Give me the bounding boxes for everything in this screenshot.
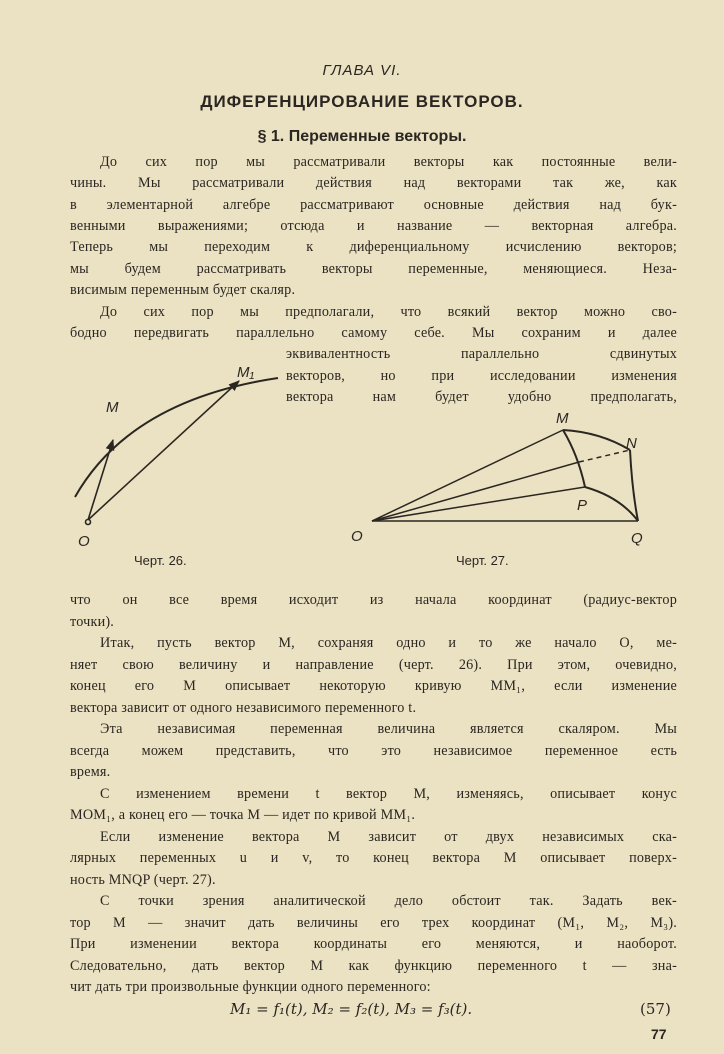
text-line: ность MNQP (черт. 27). bbox=[70, 871, 216, 888]
fig26-label-M: M bbox=[106, 399, 119, 416]
text-line: висимым переменным будет скаляр. bbox=[70, 282, 296, 298]
edge-OP bbox=[372, 487, 588, 521]
fig27-label-Q: Q bbox=[631, 530, 643, 547]
arc-MP bbox=[563, 430, 585, 487]
text-line: Эта независимая переменная величина является скаляром. Мы bbox=[100, 721, 677, 737]
text-line: в элементарной алгебре рассматривают основные действия над бук- bbox=[70, 197, 677, 213]
text-line: лярных переменных u и v, то конец вектора M описывает поверх- bbox=[70, 850, 677, 866]
figure-27 bbox=[372, 430, 638, 521]
text-line: До сих пор мы рассматривали векторы как постоянные вели- bbox=[100, 154, 677, 170]
arc-MN bbox=[563, 430, 630, 450]
figure-26-caption: Черт. 26. bbox=[134, 553, 187, 568]
fig27-label-O: O bbox=[351, 528, 363, 545]
hidden-edge bbox=[579, 450, 630, 462]
chapter-heading: ГЛАВА VI. bbox=[322, 62, 402, 79]
equation-number: (57) bbox=[640, 1000, 671, 1018]
edge-O-mid bbox=[372, 462, 579, 521]
fig26-label-M1: M₁ bbox=[237, 364, 255, 381]
text-line: Теперь мы переходим к диференциальному исчислению векторов; bbox=[70, 239, 677, 255]
text-line: При изменении вектора координаты его меняются, и наоборот. bbox=[70, 936, 677, 952]
text-line: Итак, пусть вектор M, сохраняя одно и то же начало O, ме- bbox=[100, 635, 677, 651]
text-line: конец его M описывает некоторую кривую MM₁, если изменение bbox=[70, 678, 677, 694]
text-line: тор M — значит дать величины его трех координат (M₁, M₂, M₃). bbox=[70, 914, 677, 931]
fig27-label-P: P bbox=[577, 497, 588, 514]
fig27-label-M: M bbox=[556, 410, 569, 427]
text-line: Следовательно, дать вектор M как функцию переменного t — зна- bbox=[70, 957, 677, 974]
arc-PQ bbox=[585, 487, 638, 521]
text-line: время. bbox=[70, 764, 111, 780]
page-number: 77 bbox=[651, 1026, 667, 1042]
text-line: точки). bbox=[70, 613, 115, 630]
fig27-label-N: N bbox=[626, 435, 637, 452]
section-title: § 1. Переменные векторы. bbox=[257, 128, 467, 145]
text-line: С изменением времени t вектор M, изменяясь, описывает конус bbox=[100, 785, 677, 802]
text-line: всегда можем представить, что это независимое переменное есть bbox=[70, 742, 677, 759]
formula-57: M₁ = f₁(t), M₂ = f₂(t), M₃ = f₃(t). bbox=[230, 1000, 473, 1018]
figure-27-caption: Черт. 27. bbox=[456, 553, 509, 568]
text-line: Если изменение вектора M зависит от двух независимых ска- bbox=[100, 828, 677, 845]
text-line: MOM₁, а конец его — точка M — идет по кривой MM₁. bbox=[70, 807, 416, 823]
fig26-label-O: O bbox=[78, 533, 90, 550]
text-line: чит дать три произвольные функции одного переменного: bbox=[70, 979, 431, 995]
arc-NQ bbox=[630, 450, 638, 521]
origin-point bbox=[86, 520, 91, 525]
text-line: вектора нам будет удобно предполагать, bbox=[286, 389, 677, 405]
text-line: До сих пор мы предполагали, что всякий вектор можно сво- bbox=[100, 304, 677, 320]
text-line: что он все время исходит из начала координат (радиус-вектор bbox=[70, 592, 677, 608]
chapter-title: ДИФЕРЕНЦИРОВАНИЕ ВЕКТОРОВ. bbox=[200, 92, 524, 111]
text-line: бодно передвигать параллельно самому себе. Мы сохраним и далее bbox=[70, 325, 677, 341]
text-line: мы будем рассматривать векторы переменные, меняющиеся. Неза- bbox=[70, 261, 677, 277]
text-line: вектора зависит от одного независимого переменного t. bbox=[70, 699, 417, 716]
text-line: векторов, но при исследовании изменения bbox=[286, 368, 677, 384]
text-line: чины. Мы рассматривали действия над векторами так же, как bbox=[70, 175, 677, 191]
text-line: венными выражениями; отсюда и название — векторная алгебра. bbox=[70, 218, 677, 234]
text-line: эквивалентность параллельно сдвинутых bbox=[286, 346, 677, 362]
text-line: няет свою величину и направление (черт. 26). При этом, очевидно, bbox=[70, 656, 677, 673]
text-line: С точки зрения аналитической дело обстоит так. Задать век- bbox=[100, 893, 677, 909]
